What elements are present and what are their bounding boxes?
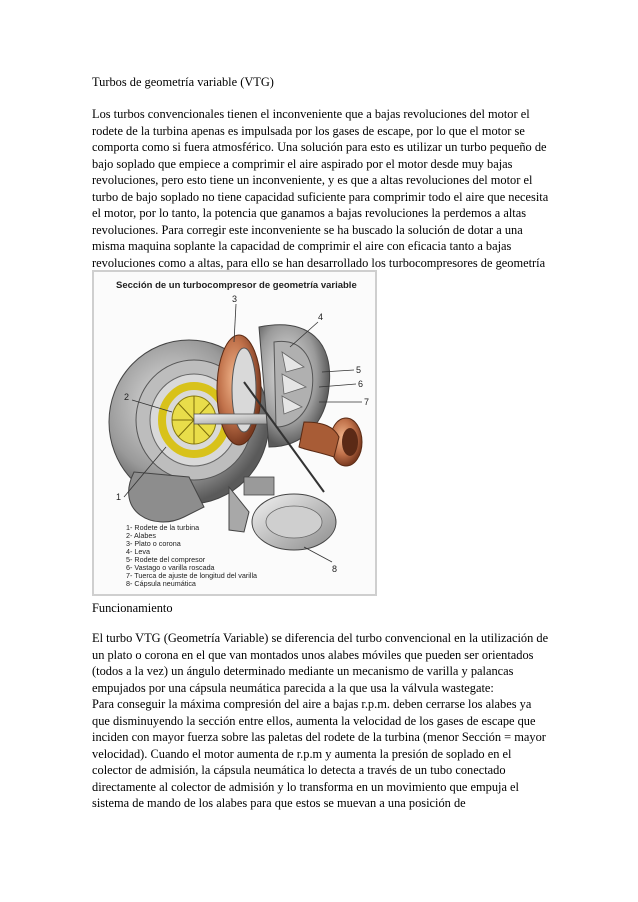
legend-item-4: 4- Leva: [126, 547, 150, 556]
callout-3: 3: [232, 294, 238, 304]
callout-5: 5: [356, 365, 362, 375]
callout-4: 4: [318, 312, 324, 322]
operation-paragraph-2: Para conseguir la máxima compresión del aire a bajas r.p.m. deben cerrarse los alabes ya que disminuyendo la sección entre ellos, aumenta la velocidad de los gases de escape que inciden con mayor fuerza sobre las paletas del rodete de la turbina (menor Sección = mayor velocidad). Cuando el motor aumenta de r.p.m y aumenta la presión de soplado en el colector de admisión, la cápsula neumática lo detecta a través de un tubo conectado directamente al colector de admisión y lo transforma en un movimiento que empuja el sistema de mando de los alabes para que estos se muevan a una posición de: [92, 697, 546, 810]
legend-item-2: 2- Alabes: [126, 531, 156, 540]
section-heading: Funcionamiento: [92, 601, 173, 615]
turbo-cutaway-illustration: [94, 272, 375, 594]
callout-1: 1: [116, 492, 122, 502]
legend-item-8: 8- Cápsula neumática: [126, 579, 196, 588]
copper-plate: [217, 335, 261, 445]
intro-paragraph: Los turbos convencionales tienen el inconveniente que a bajas revoluciones del motor el rodete de la turbina apenas es impulsada por los gases de escape, por lo que el motor se comporta como si fuera atmosférico. Una solución para esto es utilizar un turbo pequeño de bajo soplado que empiece a comprimir el aire aspirado por el motor desde muy bajas revoluciones, pero esto tiene un inconveniente, y es que a altas revoluciones del motor el turbo de bajo soplado no tiene capacidad suficiente para comprimir todo el aire que necesita el motor, por lo tanto, la potencia que ganamos a bajas revoluciones la perdemos a altas revoluciones. Para corregir este inconveniente se ha buscado la solución de dotar a una misma maquina soplante la capacidad de comprimir el aire con eficacia tanto a bajas revoluciones como a altas, para ello se han desarrollado los turbocompresores de geometría: [92, 107, 549, 270]
callout-7: 7: [364, 397, 370, 407]
legend-item-5: 5- Rodete del compresor: [126, 555, 206, 564]
document-title: Turbos de geometría variable (VTG): [92, 75, 274, 89]
callout-2: 2: [124, 392, 130, 402]
turbo-cutaway-figure: [92, 270, 377, 596]
legend-item-7: 7- Tuerca de ajuste de longitud del varilla: [126, 571, 258, 580]
legend-item-1: 1- Rodete de la turbina: [126, 523, 200, 532]
legend-item-6: 6- Vastago o varilla roscada: [126, 563, 215, 572]
callout-8: 8: [332, 564, 338, 574]
legend-item-3: 3- Plato o corona: [126, 539, 181, 548]
figure-title: Sección de un turbocompresor de geometría variable: [116, 280, 357, 291]
operation-paragraph-1: El turbo VTG (Geometría Variable) se diferencia del turbo convencional en la utilización de un plato o corona en el que van montados unos alabes móviles que pueden ser orientados (todos a la vez) un ángulo determinado mediante un mecanismo de varilla y palancas empujados por una cápsula neumática parecida a la que usa la válvula wastegate:: [92, 631, 549, 695]
callout-6: 6: [358, 379, 364, 389]
